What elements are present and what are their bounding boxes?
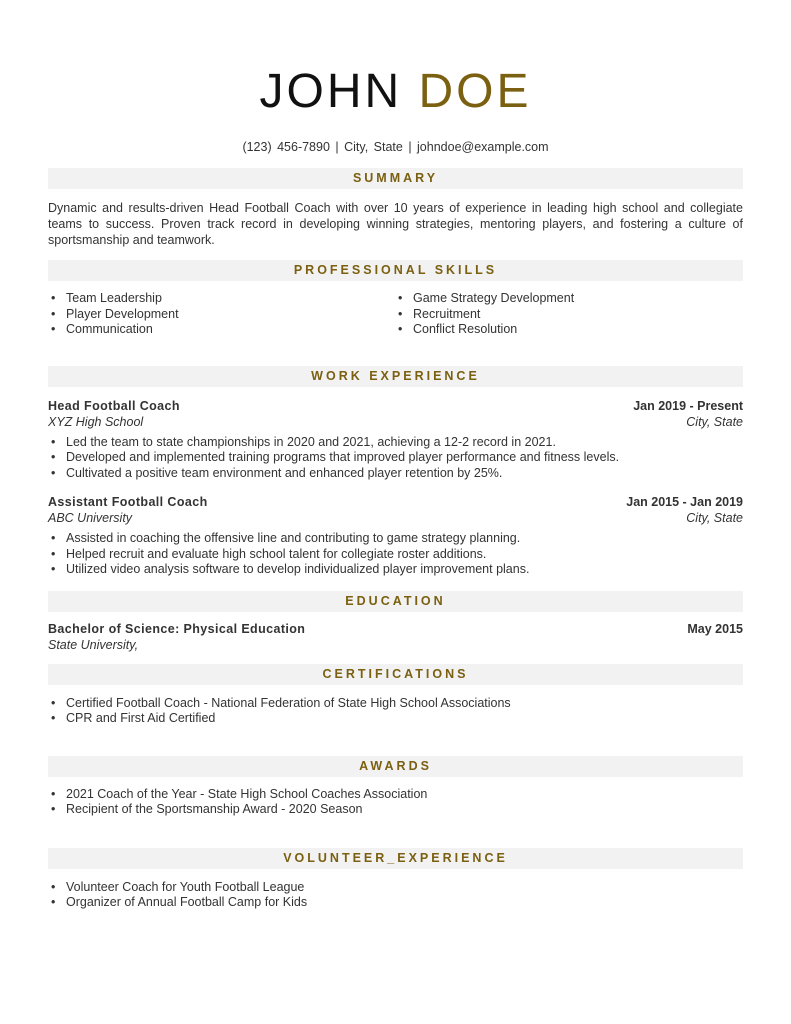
graduation-date: May 2015 xyxy=(687,621,743,636)
school: State University, xyxy=(48,637,139,652)
skills-list xyxy=(48,291,743,338)
certifications-list xyxy=(48,696,743,727)
volunteer-heading: VOLUNTEER_EXPERIENCE xyxy=(48,848,743,869)
list-item: • Helped recruit and evaluate high school talent for collegiate roster additions. xyxy=(48,547,743,563)
job-dates: Jan 2019 - Present xyxy=(633,398,743,413)
job-entry xyxy=(48,495,743,578)
last-name: DOE xyxy=(418,65,532,118)
awards-list xyxy=(48,787,743,818)
list-item: • Developed and implemented training programs that improved player performance and fitness levels. xyxy=(48,450,743,466)
job-subheader xyxy=(48,415,743,429)
list-item: • 2021 Coach of the Year - State High School Coaches Association xyxy=(48,787,743,803)
education-header xyxy=(48,622,743,636)
certifications-heading: CERTIFICATIONS xyxy=(48,664,743,685)
volunteer-list xyxy=(48,880,743,911)
job-title: Assistant Football Coach xyxy=(48,495,208,509)
resume-page xyxy=(48,0,743,911)
skills-column-right xyxy=(395,291,742,338)
summary-text: Dynamic and results-driven Head Football Coach with over 10 years of experience in leading high school and collegiate teams to success. Proven track record in developing winning strategies, mentoring players, and fostering a culture of sportsmanship and teamwork. xyxy=(48,201,743,247)
job-org: XYZ High School xyxy=(48,414,144,429)
job-org: ABC University xyxy=(48,511,133,525)
resume-name xyxy=(48,62,743,122)
list-item: • Game Strategy Development xyxy=(395,291,742,307)
education-heading: EDUCATION xyxy=(48,591,743,612)
education-subheader xyxy=(48,638,743,652)
job-location: City, State xyxy=(686,414,743,429)
job-location: City, State xyxy=(686,511,743,525)
list-item: • Utilized video analysis software to develop individualized player improvement plans. xyxy=(48,562,743,578)
skills-column-left xyxy=(48,291,395,338)
list-item: • Cultivated a positive team environment and enhanced player retention by 25%. xyxy=(48,466,743,482)
list-item: • CPR and First Aid Certified xyxy=(48,711,743,727)
list-item: • Team Leadership xyxy=(48,291,395,307)
experience-heading: WORK EXPERIENCE xyxy=(48,366,743,387)
summary-heading: SUMMARY xyxy=(48,168,743,189)
job-title: Head Football Coach xyxy=(48,398,180,413)
list-item: • Recipient of the Sportsmanship Award - 2020 Season xyxy=(48,802,743,818)
list-item: • Led the team to state championships in 2020 and 2021, achieving a 12-2 record in 2021. xyxy=(48,435,743,451)
contact-line: (123) 456-7890 | City, State | johndoe@example.com xyxy=(242,140,549,154)
list-item: • Player Development xyxy=(48,307,395,323)
first-name: JOHN xyxy=(259,65,403,118)
list-item: • Communication xyxy=(48,322,395,338)
list-item: • Certified Football Coach - National Federation of State High School Associations xyxy=(48,696,743,712)
education-entry xyxy=(48,622,743,652)
list-item: • Conflict Resolution xyxy=(395,322,742,338)
list-item: • Assisted in coaching the offensive line and contributing to game strategy planning. xyxy=(48,531,743,547)
job-bullets xyxy=(48,531,743,578)
job-header xyxy=(48,399,743,413)
list-item: • Volunteer Coach for Youth Football League xyxy=(48,880,743,896)
job-entry xyxy=(48,399,743,482)
job-header xyxy=(48,495,743,509)
degree: Bachelor of Science: Physical Education xyxy=(48,621,306,636)
list-item: • Organizer of Annual Football Camp for Kids xyxy=(48,895,743,911)
awards-heading: AWARDS xyxy=(48,756,743,777)
skills-heading: PROFESSIONAL SKILLS xyxy=(48,260,743,281)
job-bullets xyxy=(48,435,743,482)
job-subheader xyxy=(48,511,743,525)
job-dates: Jan 2015 - Jan 2019 xyxy=(626,495,743,509)
list-item: • Recruitment xyxy=(395,307,742,323)
